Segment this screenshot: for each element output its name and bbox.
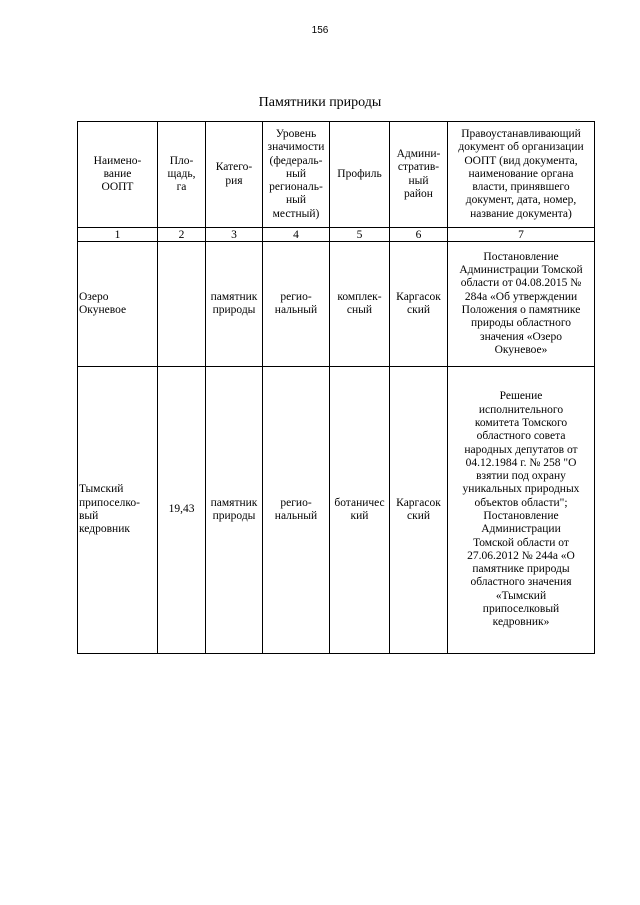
column-number: 3 [206,228,263,242]
cell-level: регио- нальный [263,242,330,367]
cell-category: памятник природы [206,242,263,367]
cell-area: 19,43 [158,367,206,654]
header-document: Правоустанавливающий документ об организации ООПТ (вид документа, наименование органа власти, принявшего документ, дата, номер, название документа) [448,122,595,228]
column-number-row [78,228,595,242]
page-title: Памятники природы [258,95,382,110]
cell-level: регио- нальный [263,367,330,654]
protected-areas-table [77,121,595,654]
column-number: 4 [263,228,330,242]
header-row [78,122,595,228]
cell-document: Решение исполнительного комитета Томского областного совета народных депутатов от 04.12.1984 г. № 258 "О взятии под охрану уникальных природных объектов области"; Постановление Администрации Томской области от 27.06.2012 № 244а «О памятнике природы областного значения «Тымский припоселковый кедровник» [448,367,595,654]
column-number: 7 [448,228,595,242]
header-level: Уровень значимости (федераль- ный региональ- ный местный) [263,122,330,228]
cell-district: Каргасок ский [390,242,448,367]
column-number: 5 [330,228,390,242]
column-number: 1 [78,228,158,242]
cell-area [158,242,206,367]
cell-name: Озеро Окуневое [78,242,158,367]
header-profile: Профиль [330,122,390,228]
header-district: Админи- стратив- ный район [390,122,448,228]
column-number: 2 [158,228,206,242]
cell-profile: комплек- сный [330,242,390,367]
cell-profile: ботаничес кий [330,367,390,654]
cell-category: памятник природы [206,367,263,654]
column-number: 6 [390,228,448,242]
table-row [78,367,595,654]
cell-name: Тымский припоселко- вый кедровник [78,367,158,654]
table-row [78,242,595,367]
header-name: Наимено- вание ООПТ [78,122,158,228]
header-area: Пло- щадь, га [158,122,206,228]
cell-document: Постановление Администрации Томской области от 04.08.2015 № 284а «Об утверждении Положения о памятнике природы областного значения «Озеро Окуневое» [448,242,595,367]
page-number: 156 [311,25,329,36]
header-category: Катего- рия [206,122,263,228]
cell-district: Каргасок ский [390,367,448,654]
